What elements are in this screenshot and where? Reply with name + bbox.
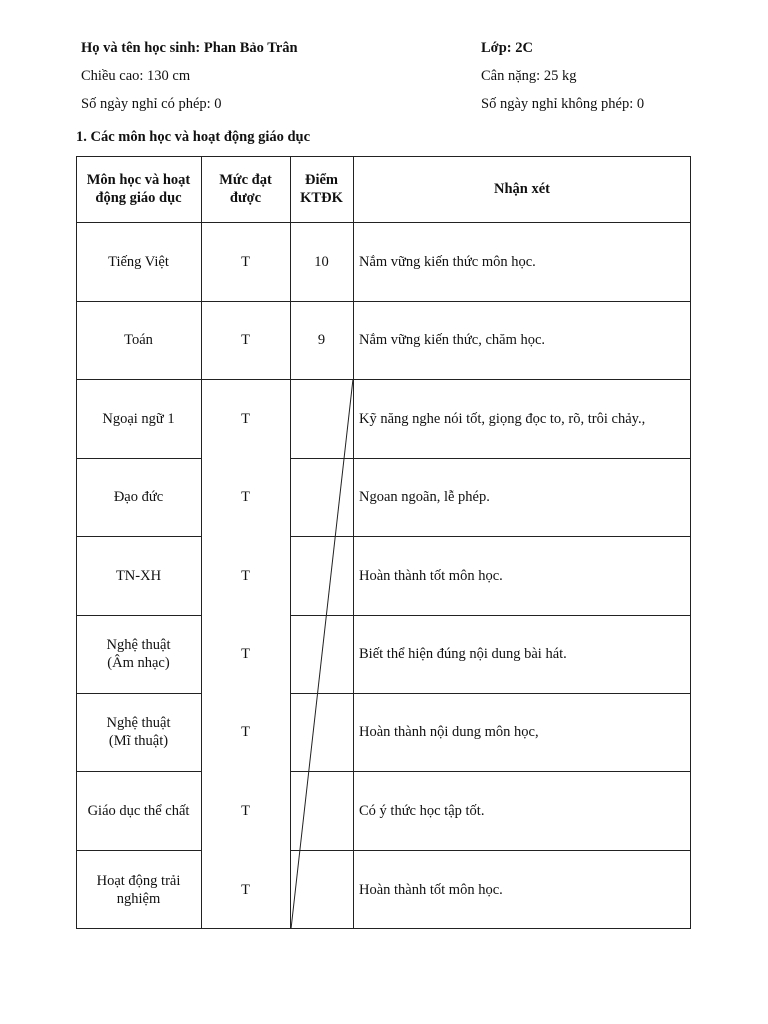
header-score: Điểm KTĐK <box>300 172 343 206</box>
row-comment: Hoàn thành nội dung môn học, <box>359 724 539 740</box>
header-comment: Nhận xét <box>494 181 550 197</box>
row-comment: Hoàn thành tốt môn học. <box>359 881 503 898</box>
student-weight: Cân nặng: 25 kg <box>481 68 577 84</box>
row-subject: Toán <box>124 332 153 348</box>
row-comment: Biết thể hiện đúng nội dung bài hát. <box>359 646 567 662</box>
row-level: T <box>241 724 250 740</box>
student-height: Chiều cao: 130 cm <box>81 68 191 84</box>
row-subject: Nghệ thuật (Âm nhạc) <box>106 637 171 671</box>
row-level: T <box>241 410 250 427</box>
row-subject: Đạo đức <box>113 489 164 505</box>
row-level: T <box>241 881 250 898</box>
student-class: Lớp: 2C <box>481 40 533 56</box>
row-level: T <box>241 489 250 505</box>
row-comment: Hoàn thành tốt môn học. <box>359 567 503 584</box>
row-level: T <box>241 802 250 819</box>
row-level: T <box>241 646 250 662</box>
header-subject: Môn học và hoạt động giáo dục <box>86 172 191 206</box>
grades-table <box>76 156 691 929</box>
row-comment: Kỹ năng nghe nói tốt, giọng đọc to, rõ, trôi chảy., <box>359 410 646 427</box>
diagonal-strike <box>291 379 353 929</box>
row-level: T <box>241 567 250 584</box>
row-subject: TN-XH <box>115 567 162 584</box>
row-level: T <box>241 332 250 348</box>
row-comment: Nắm vững kiến thức, chăm học. <box>359 332 546 348</box>
row-comment: Ngoan ngoãn, lễ phép. <box>359 489 490 505</box>
section-title: 1. Các môn học và hoạt động giáo dục <box>76 129 311 145</box>
row-subject: Ngoại ngữ 1 <box>102 410 175 427</box>
excused-absences: Số ngày nghỉ có phép: 0 <box>81 96 222 112</box>
row-subject: Tiếng Việt <box>108 253 169 270</box>
row-comment: Có ý thức học tập tốt. <box>359 802 485 819</box>
header-level: Mức đạt được <box>219 172 272 206</box>
row-subject: Nghệ thuật (Mĩ thuật) <box>106 715 171 749</box>
row-score: 9 <box>317 332 326 348</box>
row-level: T <box>241 253 250 270</box>
row-subject: Giáo dục thể chất <box>87 802 190 819</box>
student-name: Họ và tên học sinh: Phan Bảo Trân <box>81 40 298 56</box>
row-comment: Nắm vững kiến thức môn học. <box>359 253 536 270</box>
row-subject: Hoạt động trải nghiệm <box>96 872 181 907</box>
unexcused-absences: Số ngày nghỉ không phép: 0 <box>481 96 645 112</box>
row-score: 10 <box>314 253 329 270</box>
